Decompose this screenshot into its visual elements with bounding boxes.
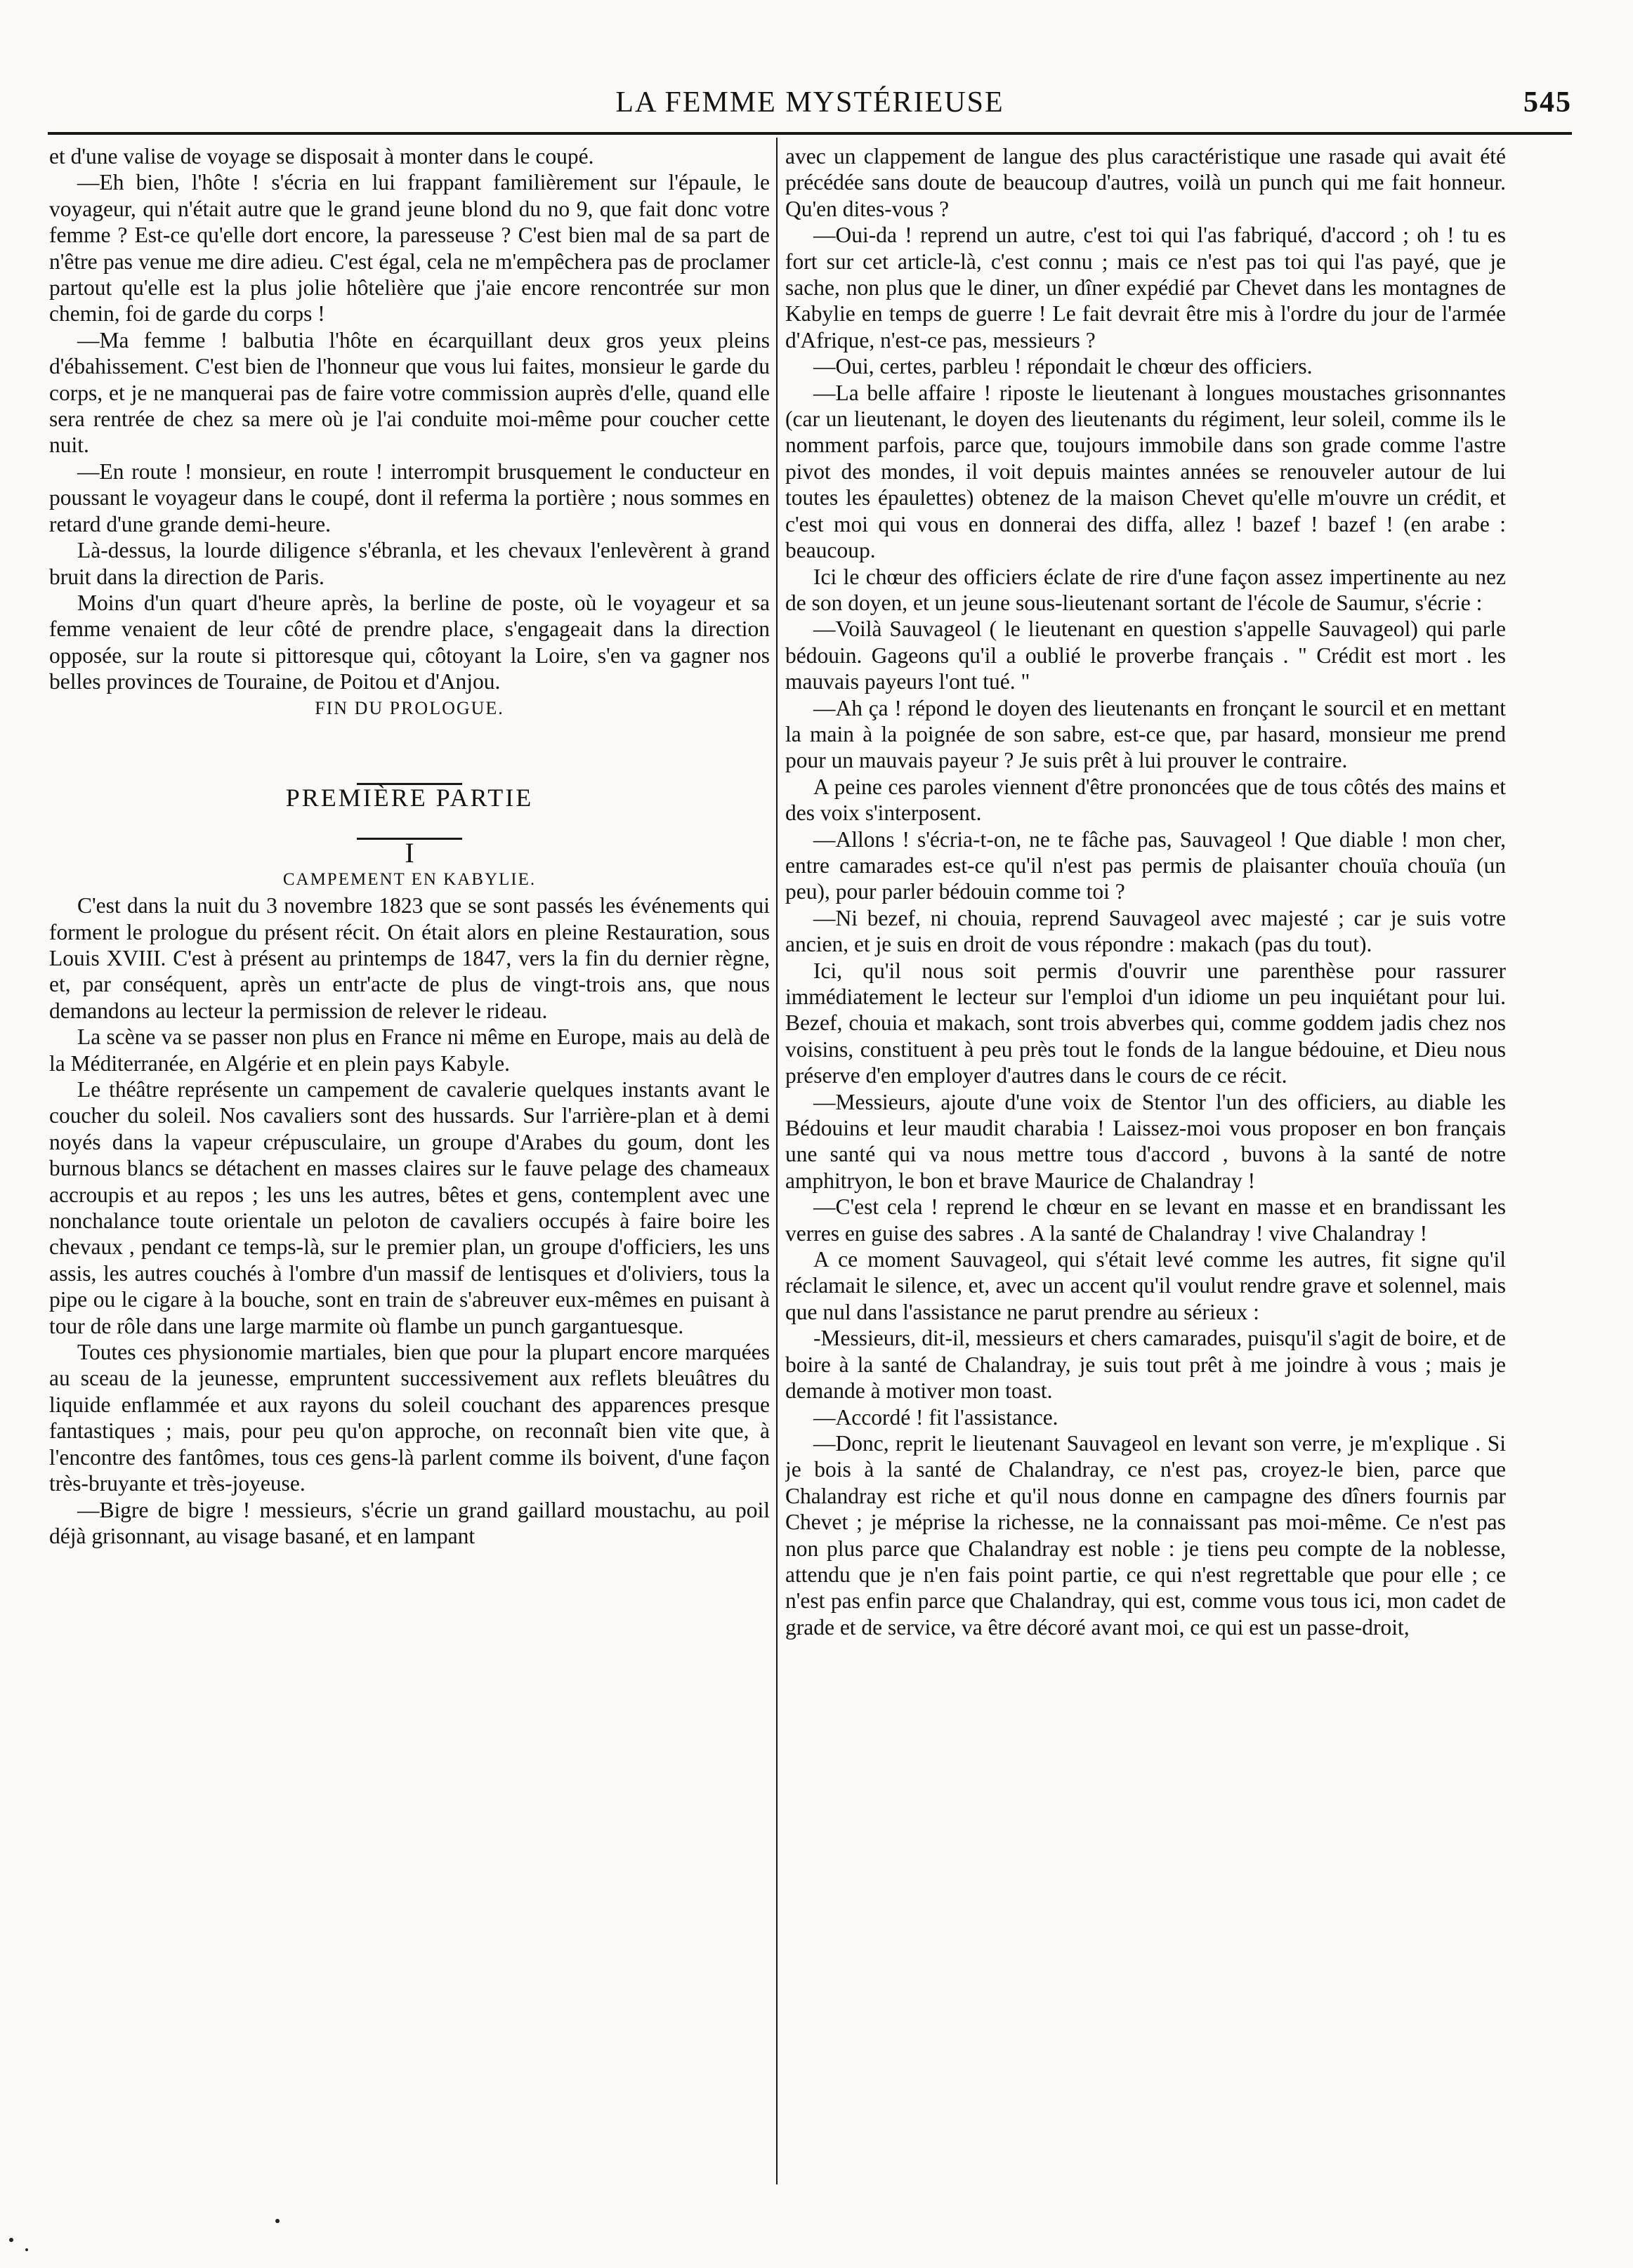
paragraph: —Ni bezef, ni chouia, reprend Sauvageol avec majesté ; car je suis votre ancien, et je suis en droit de vous répondre : makach (pas du tout). [785, 905, 1506, 957]
paragraph: —Eh bien, l'hôte ! s'écria en lui frappant familièrement sur l'épaule, le voyageur, qui n'était autre que le grand jeune blond du no 9, que fait donc votre femme ? Est-ce qu'elle dort encore, la paresseuse ? C'est bien mal de sa part de n'être pas venue me dire adieu. C'est égal, cela ne m'empêchera pas de proclamer partout qu'elle est la plus jolie hôtelière que j'aie encore rencontrée sur mon chemin, foi de garde du corps ! [49, 170, 770, 327]
paragraph: Là-dessus, la lourde diligence s'ébranla, et les chevaux l'enlevèrent à grand bruit dans la direction de Paris. [49, 538, 770, 589]
paragraph: Moins d'un quart d'heure après, la berline de poste, où le voyageur et sa femme venaient de leur côté de prendre place, s'engageait dans la direction opposée, sur la route si pittoresque qui, côtoyant la Loire, s'en va gagner nos belles provinces de Touraine, de Poitou et d'Anjou. [49, 590, 770, 694]
paragraph: —C'est cela ! reprend le chœur en se levant en masse et en brandissant les verres en guise des sabres . A la santé de Chalandray ! vive Chalandray ! [785, 1194, 1506, 1246]
paragraph: —Ah ça ! répond le doyen des lieutenants en fronçant le sourcil et en mettant la main à la poignée de son sabre, est-ce que, par hasard, monsieur me prend pour un mauvais payeur ? Je suis prêt à lui prouver le contraire. [785, 695, 1506, 773]
paragraph: A ce moment Sauvageol, qui s'était levé comme les autres, fit signe qu'il réclamait le silence, et, avec un accent qu'il voulut rendre grave et solennel, mais que nul dans l'assistance ne parut prendre au sérieux : [785, 1247, 1506, 1324]
paragraph: Ici, qu'il nous soit permis d'ouvrir une parenthèse pour rassurer immédiatement le lecteur sur l'emploi d'un idiome un peu inquiétant pour lui. Bezef, chouia et makach, sont trois abverbes qui, comme goddem jadis chez nos voisins, constituent à peu près tout le fonds de la langue bédouine, et Dieu nous préserve d'en employer d'autres dans le cours de ce récit. [785, 958, 1506, 1088]
paragraph: —Messieurs, ajoute d'une voix de Stentor l'un des officiers, au diable les Bédouins et leur maudit charabia ! Laissez-moi vous proposer en bon français une santé qui va nous mettre tous d'accord , buvons à la santé de notre amphitryon, le bon et brave Maurice de Chalandray ! [785, 1089, 1506, 1193]
running-title: LA FEMME MYSTÉRIEUSE [615, 86, 1004, 119]
paragraph: —Donc, reprit le lieutenant Sauvageol en levant son verre, je m'explique . Si je bois à la santé de Chalandray, ce n'est pas, croyez-le bien, parce que Chalandray est riche et qu'il nous donne en campagne des dîners fournis par Chevet ; je méprise la richesse, ne la connaissant pas moi-même. Ce n'est pas non plus parce que Chalandray est noble : je tiens peu compte de la noblesse, attendu que je n'en fais point partie, ce qui n'est regrettable que pour elle ; ce n'est pas enfin parce que Chalandray, qui est, comme vous tous ici, mon cadet de grade et de service, va être décoré avant moi, ce qui est un passe-droit, [785, 1430, 1506, 1640]
paragraph: —Oui, certes, parbleu ! répondait le chœur des officiers. [813, 354, 1313, 379]
paragraph: C'est dans la nuit du 3 novembre 1823 que se sont passés les événements qui forment le prologue du présent récit. On était alors en pleine Restauration, sous Louis XVIII. C'est à présent au printemps de 1847, vers la fin du dernier règne, et, par conséquent, après un entr'acte de plus de vingt-trois ans, que nous demandons au lecteur la permission de relever le rideau. [49, 893, 770, 1023]
paragraph: Le théâtre représente un campement de cavalerie quelques instants avant le coucher du soleil. Nos cavaliers sont des hussards. Sur l'arrière-plan et à demi noyés dans la vapeur crépusculaire, un groupe d'Arabes du goum, dont les burnous blancs se détachent en masses claires sur le fauve pelage des chameaux accroupis et au repos ; les uns les autres, bêtes et gens, contemplent avec une nonchalance toute orientale un peloton de cavaliers occupés à faire boire les chevaux , pendant ce temps-là, sur le premier plan, un groupe d'officiers, les uns assis, les autres couchés à l'ombre d'un massif de lentisques et d'oliviers, tous la pipe ou le cigare à la bouche, sont en train de s'abreuver eux-mêmes en puisant à tour de rôle dans une large marmite où flambe un punch gargantuesque. [49, 1077, 770, 1338]
paragraph: —Allons ! s'écria-t-on, ne te fâche pas, Sauvageol ! Que diable ! mon cher, entre camarades est-ce qu'il n'est pas permis de plaisanter chouïa chouïa (un peu), pour parler bédouin comme toi ? [785, 826, 1506, 904]
paragraph: —En route ! monsieur, en route ! interrompit brusquement le conducteur en poussant le voyageur dans le coupé, dont il referma la portière ; nous sommes en retard d'une grande demi-heure. [49, 459, 770, 536]
paragraph: et d'une valise de voyage se disposait à monter dans le coupé. [49, 144, 594, 169]
paragraph: Ici le chœur des officiers éclate de rire d'une façon assez impertinente au nez de son doyen, et un jeune sous-lieutenant sortant de l'école de Saumur, s'écrie : [785, 564, 1506, 615]
paragraph: avec un clappement de langue des plus caractéristique une rasade qui avait été précédée sans doute de beaucoup d'autres, voilà un punch qui me fait honneur. Qu'en dites-vous ? [785, 144, 1506, 221]
paragraph: —Oui-da ! reprend un autre, c'est toi qui l'as fabriqué, d'accord ; oh ! tu es fort sur cet article-là, c'est connu ; mais ce n'est pas toi qui l'as payé, que je sache, non plus que le diner, un dîner expédié par Chevet dans les montagnes de Kabylie en temps de guerre ! Le fait devrait être mis à l'ordre du jour de l'armée d'Afrique, n'est-ce pas, messieurs ? [785, 223, 1506, 352]
paragraph: —Voilà Sauvageol ( le lieutenant en question s'appelle Sauvageol) qui parle bédouin. Gageons qu'il a oublié le proverbe français . " Crédit est mort . les mauvais payeurs l'ont tué. " [785, 617, 1506, 694]
paragraph: —Accordé ! fit l'assistance. [813, 1404, 1058, 1430]
paragraph: Toutes ces physionomie martiales, bien que pour la plupart encore marquées au sceau de la jeunesse, empruntent successivement aux reflets bleuâtres du liquide enflammée et aux rayons du soleil couchant des apparences presque fantastiques ; mais, pour peu qu'on approche, on reconnaît bien vite que, à l'encontre des fantômes, tous ces gens-là parlent comme ils boivent, d'une façon très-bruyante et très-joyeuse. [49, 1340, 770, 1496]
page-number: 545 [1523, 86, 1572, 119]
part-title: PREMIÈRE PARTIE [285, 783, 534, 812]
paragraph: —La belle affaire ! riposte le lieutenant à longues moustaches grisonnantes (car un lieutenant, le doyen des lieutenants du régiment, leur soleil, comme ils le nomment parfois, parce que, toujours immobile dans son grade comme l'astre pivot des mondes, il voit depuis maintes années se renouveler autour de lui toutes les épaulettes) obtenez de la maison Chevet qu'elle m'ouvre un crédit, et c'est moi qui vous en donnerai des diffa, allez ! bazef ! bazef ! (en arabe : beaucoup. [785, 380, 1506, 563]
paragraph: A peine ces paroles viennent d'être prononcées que de tous côtés des mains et des voix s'interposent. [785, 774, 1506, 826]
paragraph: —Bigre de bigre ! messieurs, s'écrie un grand gaillard moustachu, au poil déjà grisonnant, au visage basané, et en lampant [49, 1497, 770, 1548]
paragraph: -Messieurs, dit-il, messieurs et chers camarades, puisqu'il s'agit de boire, et de boire à la santé de Chalandray, je suis tout prêt à me joindre à vous ; mais je demande à motiver mon toast. [785, 1326, 1506, 1404]
end-of-prologue: FIN DU PROLOGUE. [315, 697, 504, 718]
chapter-number: I [405, 837, 414, 869]
paragraph: La scène va se passer non plus en France ni même en Europe, mais au delà de la Méditerranée, en Algérie et en plein pays Kabyle. [49, 1024, 770, 1076]
paragraph: —Ma femme ! balbutia l'hôte en écarquillant deux gros yeux pleins d'ébahissement. C'est bien de l'honneur que vous lui faites, monsieur le garde du corps, et je ne manquerai pas de faire votre commission auprès d'elle, quand elle sera rentrée de chez sa mere où je l'ai conduite moi-même pour coucher cette nuit. [49, 327, 770, 458]
chapter-title: CAMPEMENT EN KABYLIE. [282, 869, 537, 889]
